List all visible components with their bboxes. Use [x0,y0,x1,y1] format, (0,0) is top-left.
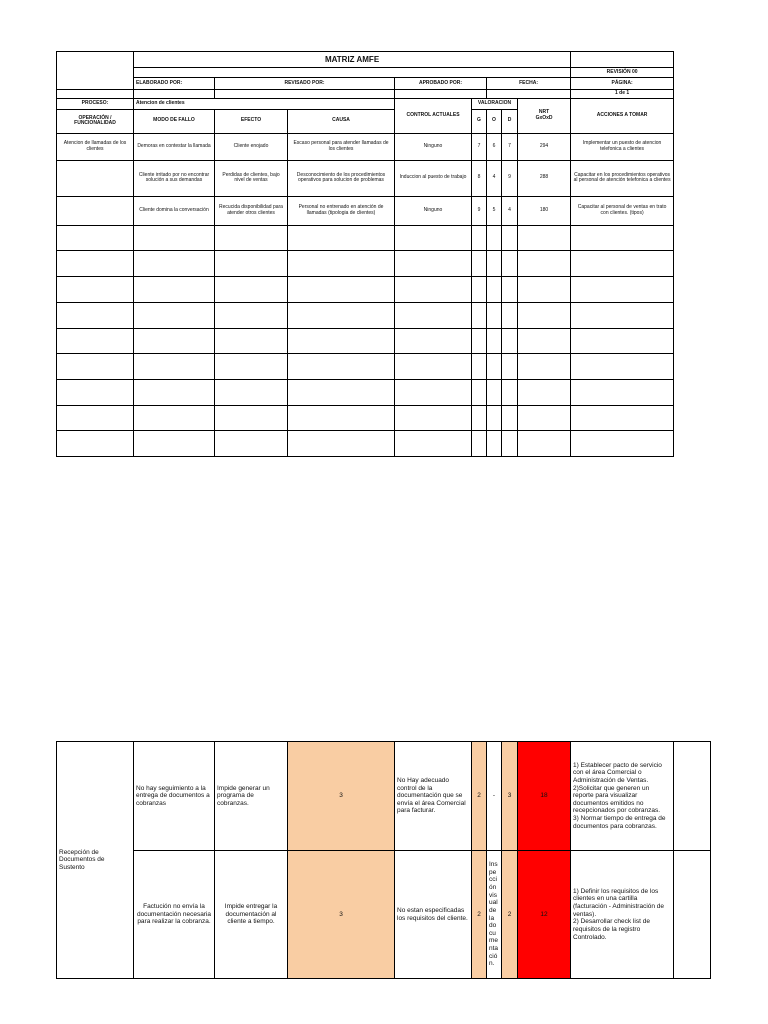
amfe-lower-table [56,741,711,979]
empty-row [57,431,674,457]
amfe-matrix-table [56,51,674,457]
empty-row [57,277,674,303]
elaborado-label: ELABORADO POR: [134,78,215,90]
col-causa: CAUSA [288,109,395,133]
empty-row [57,354,674,380]
empty-row [57,251,674,277]
nrt-value: 18 [518,742,571,851]
fecha-label: FECHA: [487,78,571,90]
empty-row [57,379,674,405]
revisado-label: REVISADO POR: [215,78,395,90]
empty-row [57,328,674,354]
col-modo: MODO DE FALLO [134,109,215,133]
table-row: Atencion de llamadas de los clientes Demoras en contestar la llamada Cliente enojado Escaso personal para atender llamadas de los clientes Ninguno 7 6 7 294 Implementar un puesto de atencion telefonica a clientes [57,133,674,160]
col-control: CONTROL ACTUALES [395,98,472,133]
nrt-value: 12 [518,851,571,979]
table-row: Cliente irritado por no encontrar solución a sus demandas Perdidas de clientes, bajo nivel de ventas Desconocimiento de los procedimientos operativos para solucion de problemas Induccion al puesto de trabajo 8 4 9 288 Capacitar en los procedimientos operativos al personal de atención telefonica a clientes [57,160,674,196]
empty-row [57,302,674,328]
proceso-value: Atencion de clientes [134,98,395,109]
document-title: MATRIZ AMFE [134,52,571,68]
pagina-label: PÁGINA: [571,78,674,90]
logo-cell [57,52,134,90]
col-nrt: NRT GxOxD [518,98,571,133]
aprobado-label: APROBADO POR: [395,78,487,90]
col-operacion: OPERACIÓN / FUNCIONALIDAD [57,109,134,133]
table-row: Recepción de Documentos de Sustento No hay seguimiento a la entrega de documentos a cobranzas Impide generar un programa de cobranzas. 3 No Hay adecuado control de la documentación que se envía el área Comercial para facturar. 2 - 3 18 1) Establecer pacto de servicio con el área Comercial o Administración de Ventas. 2)Solicitar que generen un reporte para visualizar documentos emitidos no recepcionados por cobranzas. 3) Normar tiempo de entrega de documentos para cobranzas. [57,742,711,851]
col-acciones: ACCIONES A TOMAR [571,98,674,133]
col-o: O [487,109,502,133]
col-g: G [472,109,487,133]
lower-operacion: Recepción de Documentos de Sustento [57,742,134,979]
revision-label: REVISIÓN 00 [571,68,674,78]
col-d: D [502,109,518,133]
pagina-value: 1 de 1 [571,90,674,99]
table-row: Factución no envía la documentación necesaria para realizar la cobranza. Impide entregar la documentación al cliente a tiempo. 3 No estan especificadas los requisitos del cliente. 2 Inspección visual de la documentación. 2 12 1) Definir los requisitos de los clientes en una cartilla (facturación - Administración de ventas). 2) Desarrollar check list de requisitos de la registro Controlado. [57,851,711,979]
empty-row [57,405,674,431]
col-efecto: EFECTO [215,109,288,133]
table-row: Cliente domina la conversación Recucida disponibilidad para atender otros clientes Personal no entrenado en atención de llamadas (tipologia de clientes) Ninguno 9 5 4 180 Capacitar al personal de ventas en trato con clientes. (tipos) [57,196,674,225]
proceso-label: PROCESO: [57,98,134,109]
empty-row [57,225,674,251]
col-valoracion: VALORACION [472,98,518,109]
